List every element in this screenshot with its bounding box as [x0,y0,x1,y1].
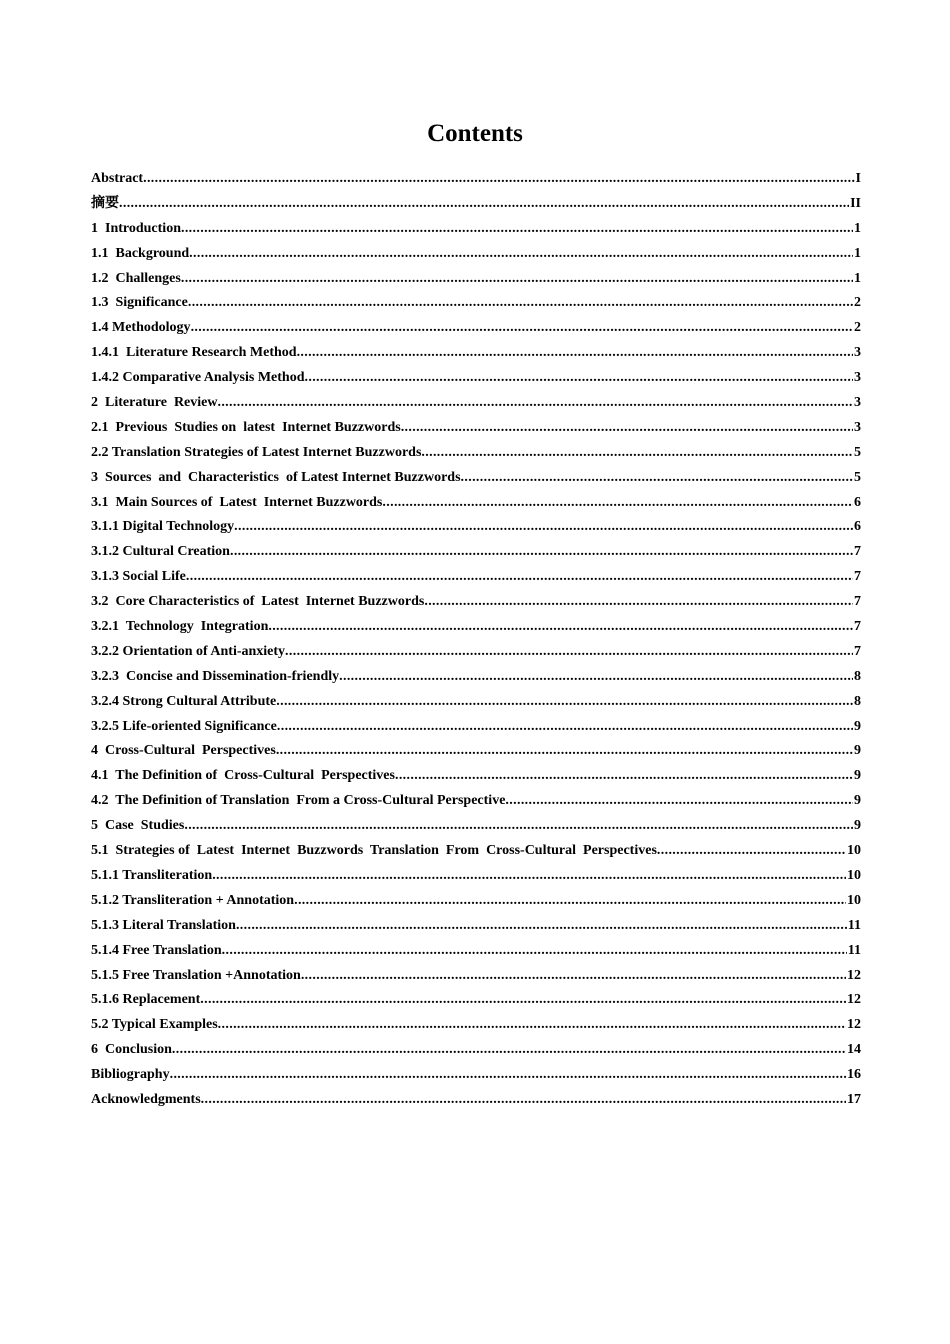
toc-dot-leader [395,766,853,786]
toc-dot-leader [285,642,853,662]
toc-entry[interactable] [91,368,861,393]
toc-page-number: 7 [854,544,861,560]
toc-entry-label: 3.1 Main Sources of Latest Internet Buzzwords [91,494,383,510]
toc-page-number: 5 [854,444,861,460]
toc-entry[interactable] [91,667,861,692]
toc-entry[interactable] [91,941,861,966]
toc-page-number: 6 [854,519,861,535]
toc-entry-label: 1.4 Methodology [91,320,191,336]
toc-dot-leader [505,791,853,811]
toc-entry[interactable] [91,567,861,592]
toc-entry[interactable] [91,866,861,891]
toc-dot-leader [301,966,846,986]
toc-page-number: 5 [854,469,861,485]
toc-entry[interactable] [91,766,861,791]
toc-entry[interactable] [91,617,861,642]
toc-entry-label: 5.1.3 Literal Translation [91,917,236,933]
toc-page-number: 14 [847,1042,861,1058]
toc-page-number: 7 [854,643,861,659]
toc-dot-leader [297,343,853,363]
toc-dot-leader [339,667,853,687]
toc-entry[interactable] [91,791,861,816]
toc-page-number: 12 [847,1017,861,1033]
toc-page-number: 7 [854,619,861,635]
toc-dot-leader [294,891,846,911]
toc-page-number: 3 [854,419,861,435]
toc-page-number: I [855,171,861,186]
toc-entry-label: Bibliography [91,1067,170,1083]
toc-page-number: 12 [847,992,861,1008]
toc-entry[interactable] [91,642,861,667]
toc-entry-label: 5 Case Studies [91,818,185,834]
toc-entry-label: Abstract [91,171,144,186]
toc-entry[interactable] [91,418,861,443]
toc-page-number: 9 [854,718,861,734]
toc-dot-leader [401,418,853,438]
toc-entry-label: 1.2 Challenges [91,270,181,286]
toc-page-number: 17 [847,1091,861,1107]
toc-dot-leader [421,443,853,463]
toc-page-number: II [850,195,861,211]
toc-entry-label: 5.2 Typical Examples [91,1017,218,1033]
toc-entry[interactable] [91,841,861,866]
toc-entry-label: 6 Conclusion [91,1042,172,1058]
toc-entry-label: 5.1.6 Replacement [91,992,201,1008]
toc-page-number: 1 [854,245,861,261]
toc-entry[interactable] [91,293,861,318]
toc-dot-leader [200,990,846,1010]
toc-entry-label: Acknowledgments [91,1091,201,1107]
toc-page-number: 11 [847,942,861,958]
toc-dot-leader [268,617,853,637]
toc-page-number: 2 [854,295,861,311]
toc-entry-label: 3 Sources and Characteristics of Latest Internet Buzzwords [91,469,461,485]
toc-entry-label: 5.1.4 Free Translation [91,942,222,958]
toc-entry[interactable] [91,741,861,766]
toc-page-number: 2 [854,320,861,336]
toc-dot-leader [305,368,854,388]
toc-entry-label: 摘要 [91,195,119,211]
toc-dot-leader [276,692,853,712]
toc-page-number: 9 [854,793,861,809]
toc-entry[interactable] [91,717,861,742]
toc-dot-leader [424,592,853,612]
toc-dot-leader [277,717,853,737]
toc-entry[interactable] [91,1090,861,1115]
toc-page-number: 8 [854,668,861,684]
toc-entry-label: 1 Introduction [91,220,181,236]
toc-dot-leader [172,1040,846,1060]
toc-entry[interactable] [91,269,861,294]
toc-dot-leader [184,816,853,836]
toc-entry-label: 5.1.5 Free Translation +Annotation [91,967,301,983]
toc-dot-leader [201,1090,846,1110]
toc-dot-leader [222,941,847,961]
toc-page-number: 1 [854,270,861,286]
toc-page-number: 10 [847,892,861,908]
table-of-contents [91,169,861,1115]
toc-dot-leader [657,841,846,861]
toc-entry[interactable] [91,990,861,1015]
toc-entry-label: 3.1.1 Digital Technology [91,519,235,535]
toc-page-number: 9 [854,768,861,784]
toc-dot-leader [191,318,853,338]
toc-page-number: 7 [854,594,861,610]
toc-dot-leader [143,169,854,189]
toc-page-number: 7 [854,569,861,585]
toc-entry[interactable] [91,194,861,219]
toc-dot-leader [276,741,853,761]
toc-entry[interactable] [91,1015,861,1040]
toc-entry-label: 5.1.1 Transliteration [91,867,213,883]
toc-page-number: 8 [854,693,861,709]
toc-entry-label: 4.1 The Definition of Cross-Cultural Perspectives [91,768,395,784]
toc-dot-leader [188,293,853,313]
toc-page-number: 1 [854,220,861,236]
page-title: Contents [427,119,523,147]
toc-entry[interactable] [91,393,861,418]
toc-entry[interactable] [91,244,861,269]
toc-page-number: 16 [847,1067,861,1083]
toc-page-number: 10 [847,843,861,859]
toc-dot-leader [189,244,853,264]
toc-entry[interactable] [91,169,861,194]
toc-entry[interactable] [91,443,861,468]
toc-entry[interactable] [91,1065,861,1090]
toc-page-number: 12 [847,967,861,983]
toc-dot-leader [181,269,853,289]
toc-entry-label: 3.1.3 Social Life [91,569,186,585]
toc-entry-label: 1.3 Significance [91,295,188,311]
toc-entry-label: 3.2 Core Characteristics of Latest Internet Buzzwords [91,594,425,610]
toc-page-number: 11 [847,917,861,933]
toc-entry[interactable] [91,219,861,244]
toc-page-number: 9 [854,818,861,834]
toc-dot-leader [461,468,853,488]
toc-dot-leader [218,1015,846,1035]
toc-page-number: 6 [854,494,861,510]
toc-entry[interactable] [91,891,861,916]
toc-entry[interactable] [91,493,861,518]
toc-dot-leader [170,1065,846,1085]
toc-entry-label: 3.1.2 Cultural Creation [91,544,230,560]
toc-entry-label: 3.2.3 Concise and Dissemination-friendly [91,668,340,684]
toc-page-number: 9 [854,743,861,759]
toc-entry-label: 1.4.1 Literature Research Method [91,345,297,361]
toc-entry[interactable] [91,468,861,493]
toc-entry-label: 5.1 Strategies of Latest Internet Buzzwords Translation From Cross-Cultural Perspectives [91,843,657,859]
toc-dot-leader [119,194,849,214]
toc-entry[interactable] [91,816,861,841]
toc-entry[interactable] [91,966,861,991]
toc-entry-label: 3.2.4 Strong Cultural Attribute [91,693,277,709]
toc-dot-leader [186,567,853,587]
toc-entry-label: 1.1 Background [91,245,190,261]
toc-entry[interactable] [91,318,861,343]
toc-entry[interactable] [91,592,861,617]
toc-entry[interactable] [91,542,861,567]
toc-page-number: 3 [854,370,861,386]
toc-entry[interactable] [91,692,861,717]
toc-dot-leader [217,393,853,413]
toc-page-number: 3 [854,345,861,361]
toc-dot-leader [234,517,853,537]
toc-entry-label: 2 Literature Review [91,395,218,411]
toc-page-number: 10 [847,867,861,883]
toc-entry-label: 1.4.2 Comparative Analysis Method [91,370,305,386]
toc-entry[interactable] [91,343,861,368]
toc-entry-label: 3.2.5 Life-oriented Significance [91,718,277,734]
toc-dot-leader [230,542,853,562]
toc-dot-leader [236,916,847,936]
toc-dot-leader [382,493,853,513]
toc-entry-label: 3.2.1 Technology Integration [91,619,269,635]
toc-entry-label: 2.1 Previous Studies on latest Internet Buzzwords [91,419,401,435]
toc-dot-leader [181,219,853,239]
toc-entry[interactable] [91,517,861,542]
toc-entry-label: 4.2 The Definition of Translation From a Cross-Cultural Perspective [91,793,506,809]
toc-entry-label: 2.2 Translation Strategies of Latest Internet Buzzwords [91,444,422,460]
toc-entry-label: 4 Cross-Cultural Perspectives [91,743,276,759]
toc-entry-label: 3.2.2 Orientation of Anti-anxiety [91,643,286,659]
toc-dot-leader [212,866,846,886]
toc-page-number: 3 [854,395,861,411]
toc-entry-label: 5.1.2 Transliteration + Annotation [91,892,295,908]
toc-entry[interactable] [91,1040,861,1065]
toc-entry[interactable] [91,916,861,941]
